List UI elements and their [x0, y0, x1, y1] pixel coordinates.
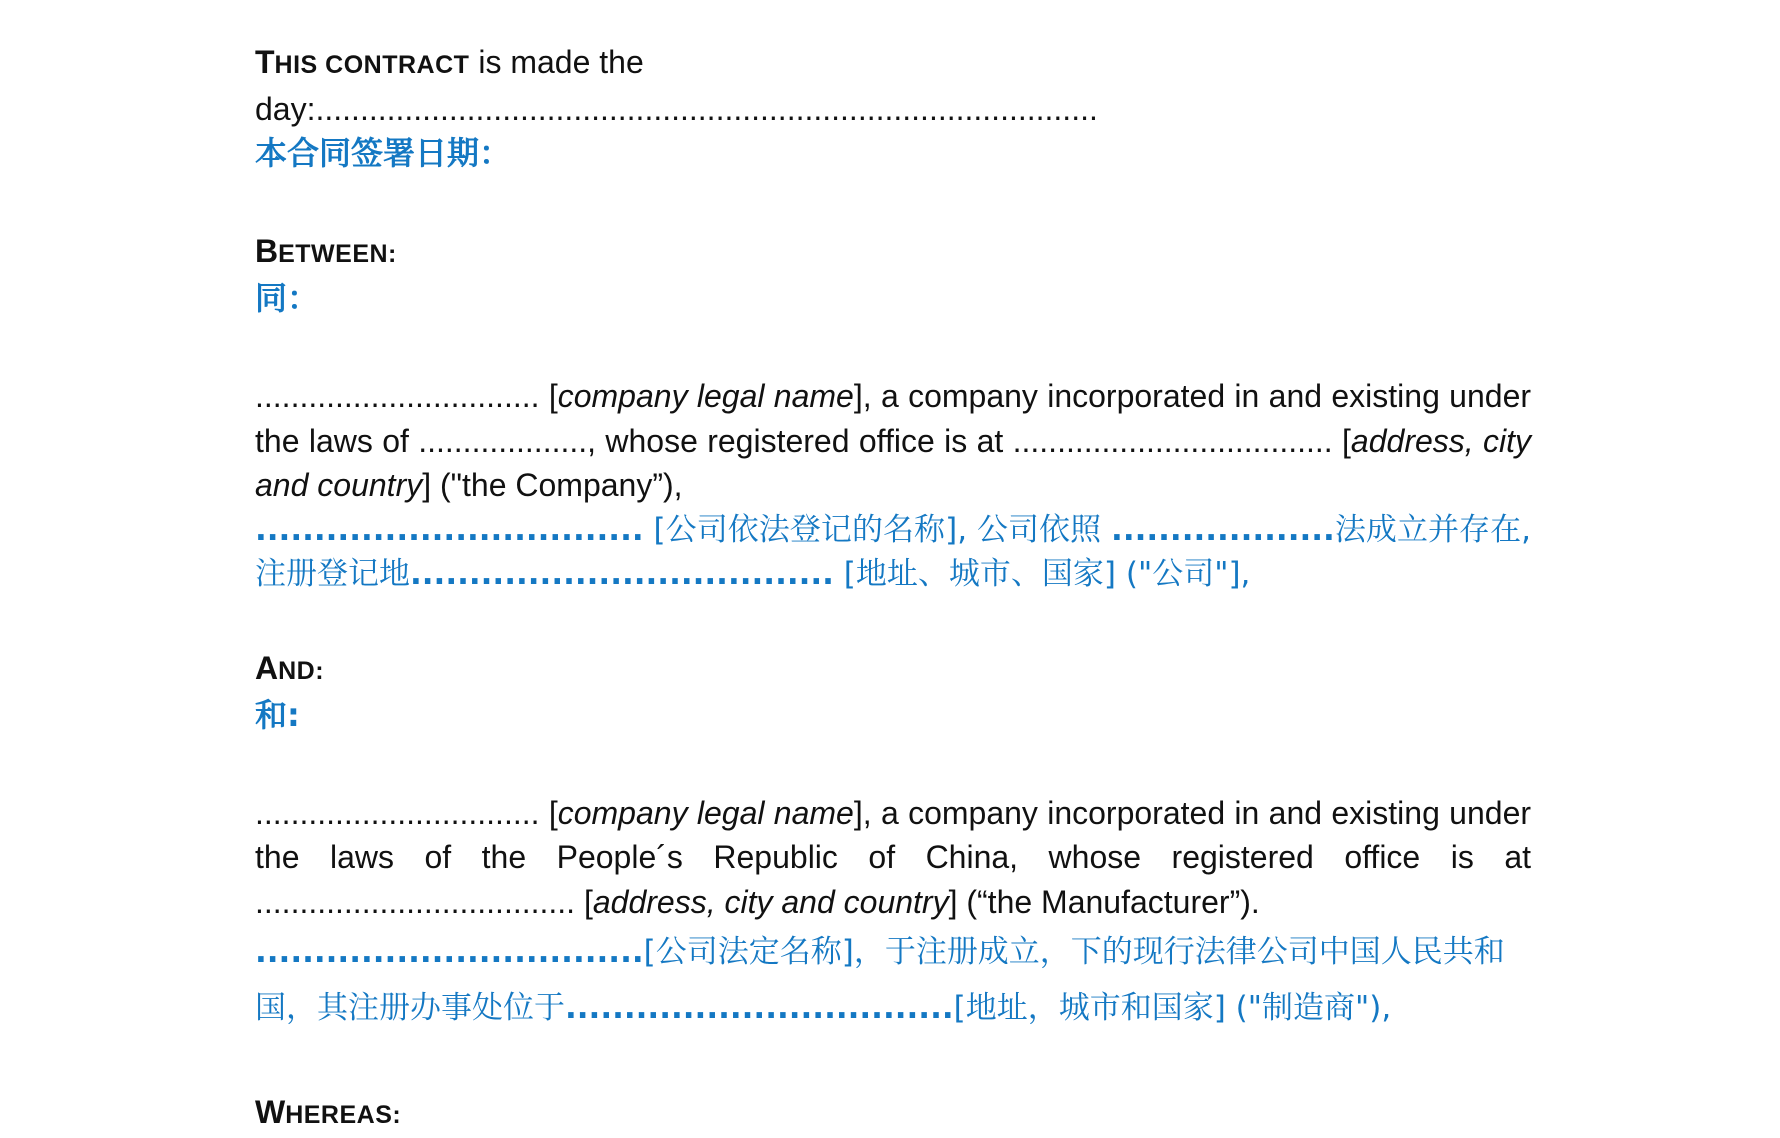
party2-zh-line2-dots: ................................. [565, 990, 954, 1026]
party1-address-hint: address, city and country [255, 422, 1532, 503]
intro-text: is made the [469, 44, 644, 80]
spacer [255, 737, 1531, 791]
party1-zh-paragraph [255, 508, 1531, 596]
party2-zh-line2-text: 国，其注册办事处位于 [255, 990, 565, 1026]
between-zh: 同： [255, 279, 320, 317]
party1-zh-text1: [公司依法登记的名称], 公司依照 [643, 511, 1112, 548]
and-rest: ND: [278, 656, 325, 685]
intro-zh-date: 本合同签署日期： [255, 134, 512, 172]
party1-text1: ], a company incorporated in and existing under the laws of ..................., whose registered office is at .................................... [ [255, 378, 1532, 459]
party2-zh-line2 [255, 980, 1531, 1036]
between-cap: B [255, 233, 279, 269]
intro-day-line: day:........................................................................................ [255, 91, 1098, 127]
between-rest: ETWEEN: [278, 240, 397, 268]
party1-zh-text3: [地址、城市、国家] ("公司"], [833, 555, 1251, 592]
party1-zh-dots1: ................................. [255, 511, 644, 548]
party1-text2: ] ("the Company”), [422, 467, 683, 503]
intro-lead-cap: T [255, 44, 275, 80]
party1-zh-text2: 法成立并存在, 注册登记地 [255, 511, 1531, 592]
party1-name-hint: company legal name [557, 378, 854, 414]
party2-dots-name: ................................ [ [255, 794, 558, 831]
party1-zh-dots2: ................... [1111, 511, 1335, 548]
and-cap: A [255, 649, 279, 686]
whereas-rest: HEREAS: [285, 1101, 402, 1129]
intro-lead-rest: HIS CONTRACT [274, 51, 470, 79]
spacer [255, 175, 1531, 229]
spacer [255, 320, 1531, 374]
contract-intro [255, 40, 1531, 87]
between-heading [255, 229, 1531, 276]
whereas-cap: W [255, 1094, 286, 1130]
party2-text2: ] (“the Manufacturer”). [948, 883, 1260, 920]
party2-paragraph [255, 791, 1531, 925]
party1-zh-dots3: .................................... [410, 555, 834, 592]
party2-zh-line1-text: [公司法定名称]，于注册成立，下的现行法律公司中国人民共和 [643, 934, 1505, 970]
party1-dots-name: ................................ [ [255, 378, 558, 414]
and-zh: 和: [255, 695, 300, 734]
spacer [255, 1036, 1531, 1090]
contract-page [255, 40, 1531, 1137]
party2-text1: ], a company incorporated in and existing under the laws of the People´s Republic of China, whose registered office is at .................................... [ [255, 794, 1532, 920]
party2-zh-line1 [255, 924, 1531, 980]
party2-zh-line2-tail: [地址，城市和国家] ("制造商"), [953, 990, 1392, 1026]
party2-name-hint: company legal name [557, 794, 854, 831]
spacer [255, 596, 1531, 646]
whereas-heading [255, 1090, 1531, 1137]
party2-zh-line1-dots: ................................. [255, 934, 644, 970]
party2-address-hint: address, city and country [592, 883, 949, 920]
party1-paragraph [255, 374, 1531, 508]
and-heading [255, 646, 1531, 693]
